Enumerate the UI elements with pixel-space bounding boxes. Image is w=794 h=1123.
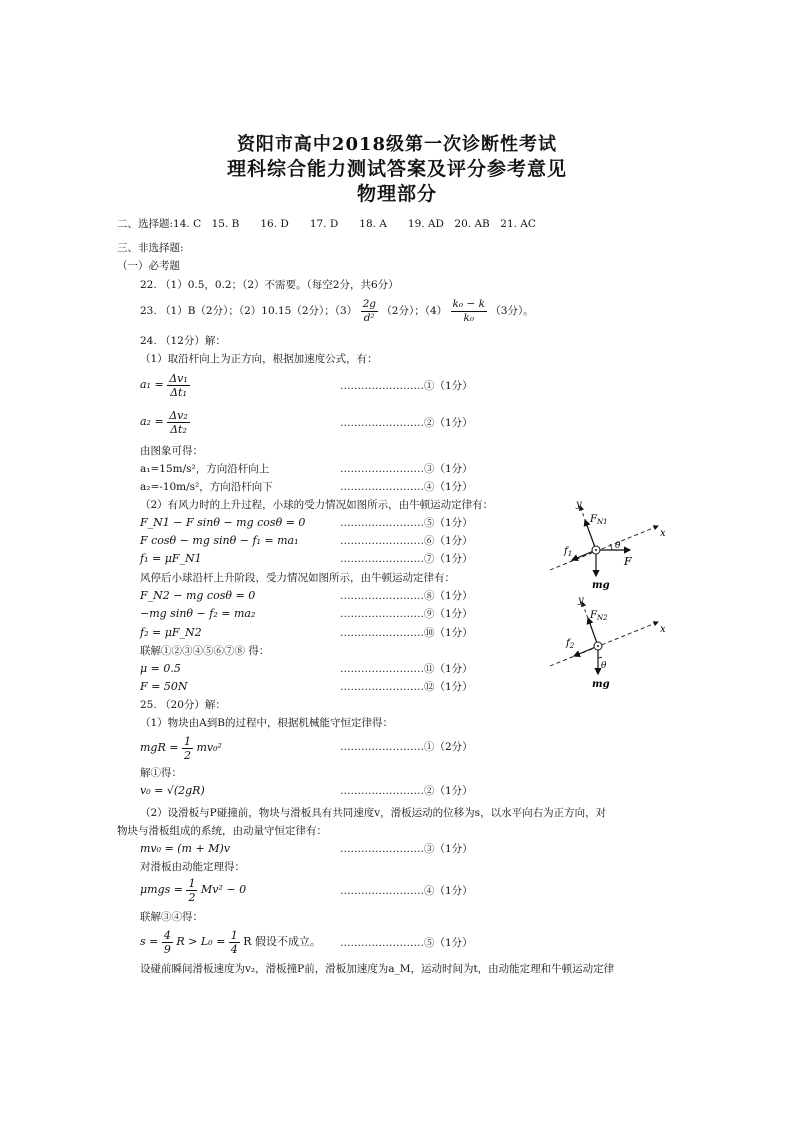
q24-eq12: F = 50N (140, 680, 188, 693)
exam-title: 资阳市高中2018级第一次诊断性考试 (236, 134, 558, 155)
q23-fraction-1 (361, 298, 378, 325)
f1-symbol: f (564, 546, 568, 557)
leader-dots: …………………… (340, 417, 424, 429)
fn1-label (589, 514, 608, 526)
q23-f2-num: k₀ − k (452, 297, 485, 310)
q24-eq1-lhs: a₁ = (140, 378, 164, 391)
leader-dots: …………………… (340, 517, 424, 529)
q23-f1-den: d² (363, 311, 375, 324)
q23-fraction-2 (451, 298, 487, 325)
q25-eq5-num2: 1 (230, 928, 238, 942)
ball-center (597, 645, 599, 647)
q25-heading: 25. （20分）解： (140, 699, 226, 711)
q24-score-8 (340, 589, 473, 603)
q25-eq4-num: 1 (188, 876, 196, 890)
ball-center (595, 549, 597, 551)
score-mark: ⑧（1分） (424, 590, 473, 602)
f2-subscript: 2 (569, 642, 575, 650)
q25-last-line: 设碰前瞬间滑板速度为v₂，滑板撞P前，滑板加速度为a_M，运动时间为t，由动能定理和牛顿运动定律 (140, 963, 615, 975)
score-mark: ⑫（1分） (424, 681, 473, 693)
subject-title: 物理部分 (356, 183, 437, 205)
q24-part3: 风停后小球沿杆上升阶段，受力情况如图所示，由牛顿运动定律有： (140, 572, 455, 584)
q24-score-1 (340, 379, 473, 393)
fn2-symbol: F (590, 610, 597, 621)
leader-dots: …………………… (340, 627, 424, 639)
part-heading: （一）必考题 (117, 260, 180, 272)
q24-score-6 (340, 534, 473, 548)
q24-score-11 (340, 662, 473, 676)
y-label: y (576, 499, 582, 510)
force-diagram-1 (540, 498, 670, 590)
q25-eq4-rhs: Mv² − 0 (200, 883, 247, 896)
q24-eq9: −mg sinθ − f₂ = ma₂ (140, 607, 256, 620)
score-mark: ③（1分） (424, 843, 473, 855)
mg-label: mg (592, 580, 610, 590)
section-heading: 三、非选择题: (117, 242, 184, 254)
q24-score-12 (340, 680, 473, 694)
score-mark: ⑥（1分） (424, 535, 473, 547)
q24-eq10: f₂ = μF_N2 (140, 626, 202, 639)
q25-solve1: 解①得： (140, 767, 182, 779)
q24-part1: （1）取沿杆向上为正方向，根据加速度公式，有： (140, 353, 378, 365)
q24-eq1 (140, 371, 190, 399)
q24-eq7: f₁ = μF_N1 (140, 552, 202, 565)
q25-eq5-b: R > L₀ = (176, 935, 226, 948)
q25-eq4-lhs: μmgs = (140, 883, 183, 896)
fn2-subscript: N2 (596, 614, 608, 622)
q25-eq5-c: R 假设不成立。 (243, 935, 322, 948)
q24-eq4: a₂=-10m/s²，方向沿杆向下 (140, 481, 273, 493)
q24-heading: 24. （12分）解： (140, 335, 226, 347)
f1-label (563, 546, 572, 558)
q25-eq4-den: 2 (188, 890, 196, 904)
q24-from-graph: 由图象可得： (140, 445, 203, 457)
q24-score-7 (340, 552, 473, 566)
q24-eq8: F_N2 − mg cosθ = 0 (140, 589, 256, 602)
score-mark: ⑪（1分） (424, 663, 473, 675)
score-mark: ⑤（1分） (424, 517, 473, 529)
leader-dots: …………………… (340, 741, 424, 753)
q25-eq4-fraction (186, 877, 197, 904)
score-mark: ⑩（1分） (424, 627, 473, 639)
q24-eq1-fraction (167, 372, 190, 399)
q25-part3: 对滑板由动能定理得： (140, 861, 245, 873)
q25-eq5-fraction-1 (162, 929, 173, 956)
q25-eq1-lhs: mgR = (140, 741, 179, 754)
q23-text-c: （3分）。 (490, 305, 534, 317)
leader-dots: …………………… (340, 681, 424, 693)
score-mark: ④（1分） (424, 885, 473, 897)
q25-eq1-den: 2 (183, 748, 191, 762)
answer-title: 理科综合能力测试答案及评分参考意见 (226, 158, 567, 180)
q23-text-b: （2分）；（4） (381, 305, 448, 317)
q24-score-4 (340, 480, 473, 494)
q25-score-2 (340, 784, 473, 798)
leader-dots: …………………… (340, 785, 424, 797)
leader-dots: …………………… (340, 463, 424, 475)
score-mark: ①（2分） (424, 741, 473, 753)
q23-f2-den: k₀ (463, 311, 475, 324)
leader-dots: …………………… (340, 590, 424, 602)
force-diagram-2 (540, 592, 670, 690)
q24-eq1-num: Δv₁ (169, 371, 188, 385)
q25-eq5-num: 4 (163, 928, 171, 942)
q24-eq2-fraction (167, 409, 190, 436)
leader-dots: …………………… (340, 535, 424, 547)
leader-dots: …………………… (340, 553, 424, 565)
multiple-choice-answers: 二、选择题:14. C 15. B 16. D 17. D 18. A 19. AD 20. AB 21. AC (117, 218, 536, 230)
leader-dots: …………………… (340, 843, 424, 855)
q25-eq1-rhs: mv₀² (196, 741, 222, 754)
score-mark: ②（1分） (424, 785, 473, 797)
theta-label: θ (601, 661, 607, 671)
q25-score-3 (340, 842, 473, 856)
q25-eq5-den: 9 (163, 942, 171, 956)
q25-part2-line2: 物块与滑板组成的系统，由动量守恒定律有： (117, 825, 327, 837)
q25-score-4 (340, 884, 473, 898)
q25-eq5-a: s = (140, 935, 159, 948)
q24-eq1-den: Δt₁ (170, 385, 187, 399)
x-label: x (660, 624, 666, 635)
q23-text-a: 23. （1）B（2分）；（2）10.15（2分）；（3） (140, 305, 358, 317)
q25-eq5-den2: 4 (230, 942, 238, 956)
x-label: x (660, 528, 666, 539)
q25-eq1 (140, 734, 222, 762)
q25-part1: （1）物块由A到B的过程中，根据机械能守恒定律得： (140, 717, 393, 729)
score-mark: ④（1分） (424, 481, 473, 493)
q25-solve2: 联解③④得： (140, 911, 203, 923)
mg-label: mg (592, 679, 610, 690)
y-label: y (578, 595, 584, 606)
q24-eq2-num: Δv₂ (169, 408, 188, 422)
q25-part2-line1: （2）设滑板与P碰撞前，物块与滑板具有共同速度v，滑板运动的位移为s，以水平向右为正方向，对 (140, 807, 607, 819)
q25-eq2: v₀ = √(2gR) (140, 784, 205, 797)
q25-eq3: mv₀ = (m + M)v (140, 842, 230, 855)
fn2-label (589, 610, 608, 622)
leader-dots: …………………… (340, 380, 424, 392)
leader-dots: …………………… (340, 608, 424, 620)
score-mark: ②（1分） (424, 417, 473, 429)
f2-symbol: f (566, 638, 570, 649)
q24-score-2 (340, 416, 473, 430)
header (0, 133, 794, 206)
f1-subscript: 1 (567, 550, 573, 558)
q24-score-3 (340, 462, 473, 476)
q24-eq2-den: Δt₂ (170, 422, 187, 436)
q24-solve: 联解①②③④⑤⑥⑦⑧ 得： (140, 645, 270, 657)
fn1-subscript: N1 (596, 518, 608, 526)
score-mark: ⑨（1分） (424, 608, 473, 620)
q24-eq5: F_N1 − F sinθ − mg cosθ = 0 (140, 516, 306, 529)
q24-eq6: F cosθ − mg sinθ − f₁ = ma₁ (140, 534, 299, 547)
leader-dots: …………………… (340, 481, 424, 493)
q25-eq1-num: 1 (183, 734, 191, 748)
q25-eq5 (140, 928, 321, 956)
q24-score-10 (340, 626, 473, 640)
theta-label: θ (615, 541, 621, 551)
q22-answer: 22. （1）0.5，0.2；（2）不需要。（每空2分，共6分） (140, 279, 399, 291)
q24-eq11: μ = 0.5 (140, 662, 181, 675)
q24-score-9 (340, 607, 473, 621)
q25-eq4 (140, 876, 246, 904)
q23-answer (140, 297, 534, 327)
q24-eq3: a₁=15m/s²，方向沿杆向上 (140, 463, 270, 475)
q25-score-1 (340, 740, 473, 754)
q25-eq5-fraction-2 (229, 929, 240, 956)
fn1-symbol: F (590, 514, 597, 525)
q24-eq2 (140, 408, 190, 436)
q24-part2: （2）有风力时的上升过程，小球的受力情况如图所示，由牛顿运动定律有： (140, 499, 494, 511)
score-mark: ⑤（1分） (424, 937, 473, 949)
q25-score-5 (340, 936, 473, 950)
score-mark: ①（1分） (424, 380, 473, 392)
q24-score-5 (340, 516, 473, 530)
leader-dots: …………………… (340, 663, 424, 675)
q25-eq1-fraction (182, 735, 193, 762)
q24-eq2-lhs: a₂ = (140, 415, 164, 428)
score-mark: ⑦（1分） (424, 553, 473, 565)
leader-dots: …………………… (340, 885, 424, 897)
leader-dots: …………………… (340, 937, 424, 949)
f2-label (565, 638, 575, 650)
wind-force-label: F (624, 555, 632, 568)
score-mark: ③（1分） (424, 463, 473, 475)
q23-f1-num: 2g (362, 297, 376, 310)
